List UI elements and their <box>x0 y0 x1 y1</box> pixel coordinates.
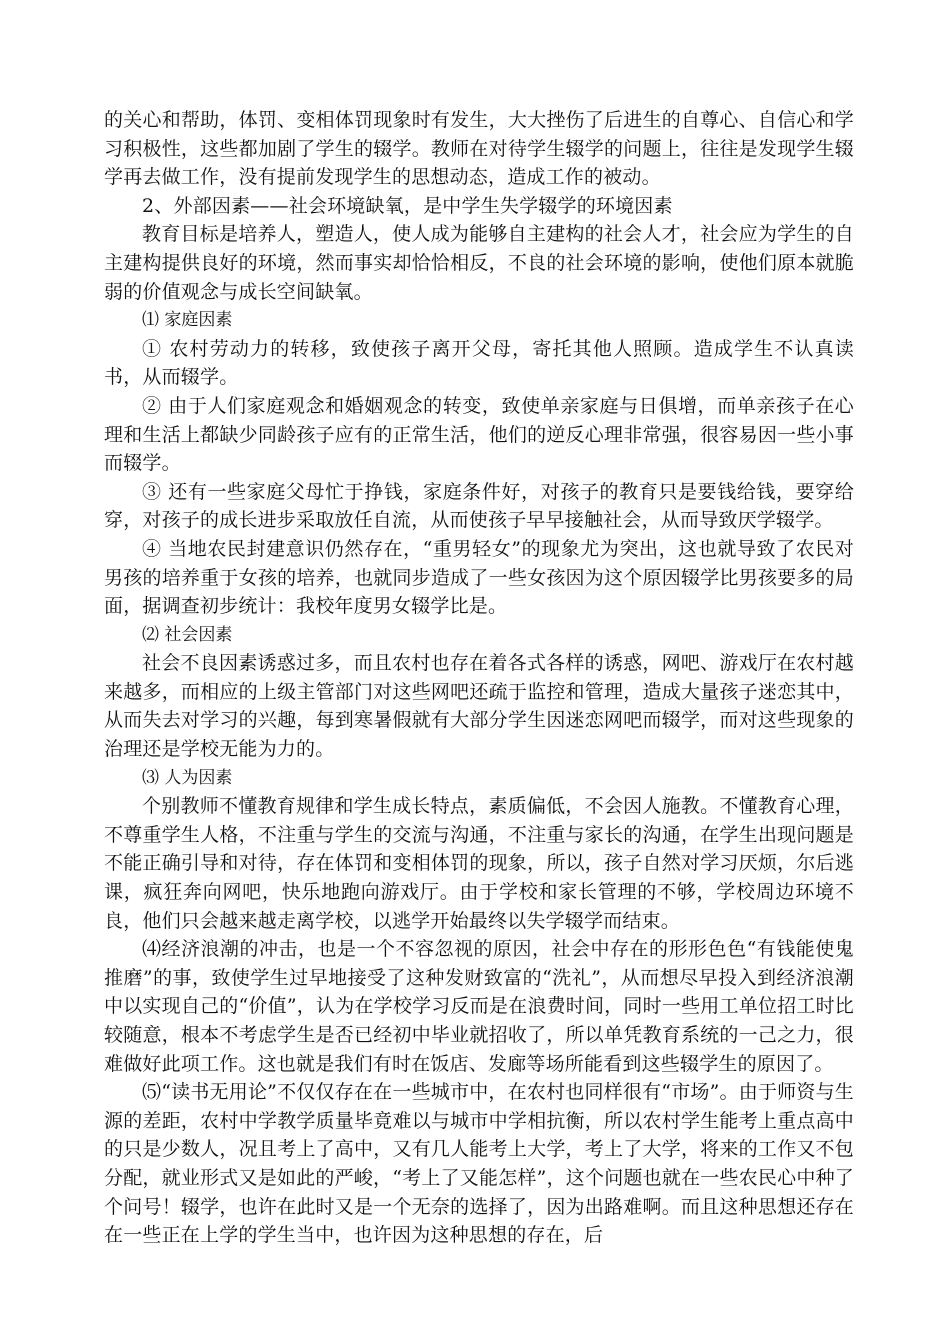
paragraph-social-factors: 社会不良因素诱惑过多，而且农村也存在着各式各样的诱惑，网吧、游戏厅在农村越来越多，而相应的上级主管部门对这些网吧还疏于监控和管理，造成大量孩子迷恋其中，从而失去对学习的兴趣，每到寒暑假就有大部分学生因迷恋网吧而辍学，而对这些现象的治理还是学校无能为力的。 <box>104 652 854 761</box>
paragraph-human-factors: 个别教师不懂教育规律和学生成长特点，素质偏低，不会因人施教。不懂教育心理，不尊重学生人格，不注重与学生的交流与沟通，不注重与家长的沟通，在学生出现问题是不能正确引导和对待，存在体罚和变相体罚的现象，所以，孩子自然对学习厌烦，尔后逃课，疯狂奔向网吧，快乐地跑向游戏厅。由于学校和家长管理的不够，学校周边环境不良，他们只会越来越走离学校，以逃学开始最终以失学辍学而结束。 <box>104 795 854 932</box>
subheading-family-factors: ⑴ 家庭因素 <box>142 310 233 331</box>
paragraph-reading-useless: ⑸“读书无用论”不仅仅存在在一些城市中，在农村也同样很有“市场”。由于师资与生源的差距，农村中学教学质量毕竟难以与城市中学相抗衡，所以农村学生能考上重点高中的只是少数人，况且考上了高中，又有几人能考上大学，考上了大学，将来的工作又不包分配，就业形式又是如此的严峻，“考上了又能怎样”，这个问题也就在一些农民心中种了个问号！辍学，也许在此时又是一个无奈的选择了，因为出路难啊。而且这种思想还存在在一些正在上学的学生当中，也许因为这种思想的存在，后 <box>104 1081 854 1247</box>
subheading-social-factors: ⑵ 社会因素 <box>142 624 233 645</box>
paragraph-education-goal: 教育目标是培养人，塑造人，使人成为能够自主建构的社会人才，社会应为学生的自主建构提供良好的环境，然而事实却恰恰相反，不良的社会环境的影响，使他们原本就脆弱的价值观念与成长空间缺氧。 <box>104 223 854 303</box>
list-item-4: ④ 当地农民封建意识仍然存在，“重男轻女”的现象尤为突出，这也就导致了农民对男孩的培养重于女孩的培养，也就同步造成了一些女孩因为这个原因辍学比男孩要多的局面，据调查初步统计：我校年度男女辍学比是。 <box>104 537 854 618</box>
paragraph-continued: 的关心和帮助，体罚、变相体罚现象时有发生，大大挫伤了后进生的自尊心、自信心和学习积极性，这些都加剧了学生的辍学。教师在对待学生辍学的问题上，往往是发现学生辍学再去做工作，没有提前发现学生的思想动态，造成工作的被动。 <box>104 109 854 189</box>
subheading-human-factors: ⑶ 人为因素 <box>142 767 233 788</box>
document-page <box>104 106 854 1250</box>
paragraph-economic-wave: ⑷经济浪潮的冲击，也是一个不容忽视的原因，社会中存在的形形色色“有钱能使鬼推磨”的事，致使学生过早地接受了这种发财致富的“洗礼”，从而想尽早投入到经济浪潮中以实现自己的“价值”，认为在学校学习反而是在浪费时间，同时一些用工单位招工时比较随意，根本不考虑学生是否已经初中毕业就招收了，所以单凭教育系统的一己之力，很难做好此项工作。这也就是我们有时在饭店、发廊等场所能看到这些辍学生的原因了。 <box>104 938 854 1075</box>
list-item-3: ③ 还有一些家庭父母忙于挣钱，家庭条件好，对孩子的教育只是要钱给钱，要穿给穿，对孩子的成长进步采取放任自流，从而使孩子早早接触社会，从而导致厌学辍学。 <box>104 480 854 532</box>
section-heading-external-factors: 2、外部因素——社会环境缺氧，是中学生失学辍学的环境因素 <box>142 194 673 217</box>
list-item-1: ① 农村劳动力的转移，致使孩子离开父母，寄托其他人照顾。造成学生不认真读书，从而辍学。 <box>104 337 854 389</box>
list-item-2: ② 由于人们家庭观念和婚姻观念的转变，致使单亲家庭与日俱增，而单亲孩子在心理和生活上都缺少同龄孩子应有的正常生活，他们的逆反心理非常强，很容易因一些小事而辍学。 <box>104 394 854 475</box>
